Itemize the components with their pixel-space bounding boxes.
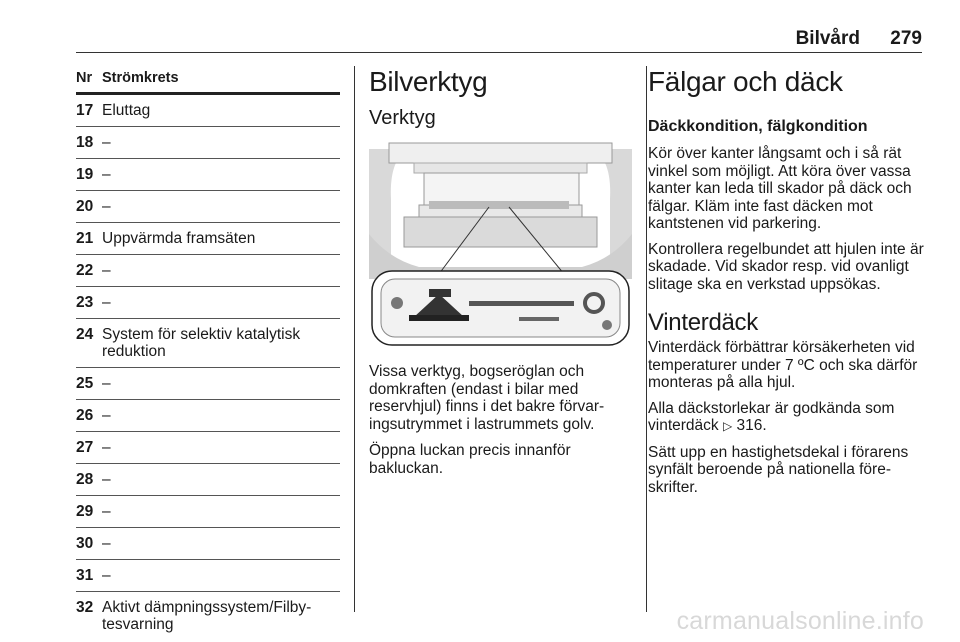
paragraph: Vinterdäck förbättrar körsäkerheten vid temperaturer under 7 ºC och ska därför monteras på alla hjul. (648, 339, 918, 391)
circuit-name: – (102, 294, 111, 311)
fuse-number: 22 (76, 262, 94, 279)
fuse-number: 29 (76, 503, 94, 520)
col-header-nr: Nr (76, 70, 93, 86)
fuse-table (76, 70, 340, 640)
page-reference[interactable]: 316. (736, 417, 767, 434)
fuse-number: 32 (76, 599, 94, 616)
table-row (76, 223, 340, 255)
section-title: Bilvård (795, 28, 860, 49)
circuit-name: Uppvärmda framsäten (102, 230, 256, 247)
page-header (76, 28, 922, 50)
table-row (76, 95, 340, 127)
circuit-name: Eluttag (102, 102, 151, 119)
bilverktyg-section (369, 66, 634, 130)
paragraph: Sätt upp en hastighetsdekal i förarens synfält beroende på nationella föreskrifter. (648, 443, 909, 496)
fuse-number: 19 (76, 166, 94, 183)
fuse-number: 31 (76, 567, 94, 584)
fuse-number: 28 (76, 471, 94, 488)
fuse-number: 30 (76, 535, 94, 552)
circuit-name: System för selektiv katalytisk reduktion (102, 326, 301, 360)
table-row (76, 432, 340, 464)
tool-storage-illustration (369, 139, 632, 349)
section-heading: Vinterdäck (648, 309, 758, 336)
circuit-name: – (102, 407, 111, 424)
fuse-number: 18 (76, 134, 94, 151)
bilverktyg-text (369, 363, 634, 477)
circuit-name: – (102, 134, 111, 151)
fuse-number: 20 (76, 198, 94, 215)
header-rule (76, 52, 922, 53)
falgar-section (648, 66, 930, 496)
table-row (76, 464, 340, 496)
table-row (76, 560, 340, 592)
paragraph-text: Alla däckstorlekar är godkända som vinterdäck (648, 399, 895, 434)
fuse-number: 21 (76, 230, 94, 247)
circuit-name: – (102, 166, 111, 183)
table-row (76, 287, 340, 319)
section-heading: Fälgar och däck (648, 66, 843, 97)
circuit-name: Aktivt dämpningssystem/Filbytesvarning (102, 599, 312, 633)
table-row (76, 319, 340, 368)
table-row (76, 127, 340, 159)
circuit-name: – (102, 471, 111, 488)
circuit-name: – (102, 198, 111, 215)
circuit-name: – (102, 262, 111, 279)
fuse-number: 25 (76, 375, 94, 392)
fuse-number: 24 (76, 326, 94, 343)
table-row (76, 400, 340, 432)
table-row (76, 496, 340, 528)
section-heading: Bilverktyg (369, 66, 488, 97)
table-row (76, 368, 340, 400)
page-reference-icon: ▷ (722, 419, 733, 433)
table-row (76, 528, 340, 560)
table-row (76, 159, 340, 191)
watermark: carmanualsonline.info (676, 607, 924, 635)
table-header (76, 70, 340, 95)
fuse-number: 17 (76, 102, 94, 119)
table-row (76, 255, 340, 287)
paragraph: Öppna luckan precis innanför bakluckan. (369, 442, 571, 477)
table-row (76, 191, 340, 223)
circuit-name: – (102, 439, 111, 456)
circuit-name: – (102, 535, 111, 552)
table-row (76, 592, 340, 640)
fuse-number: 27 (76, 439, 94, 456)
subsection-heading: Däckkondition, fälgkondition (648, 118, 868, 135)
column-divider (354, 66, 355, 612)
circuit-name: – (102, 375, 111, 392)
paragraph: Vissa verktyg, bogseröglan och domkraften (endast i bilar med reservhjul) finns i det bakre förvaringsutrymmet i lastrummets golv. (369, 363, 605, 433)
paragraph: Kontrollera regelbundet att hjulen inte är skadade. Vid skador resp. vid ovanligt slitage ska en verkstad uppsökas. (648, 240, 924, 293)
page-number: 279 (890, 28, 922, 49)
fuse-number: 26 (76, 407, 94, 424)
circuit-name: – (102, 567, 111, 584)
circuit-name: – (102, 503, 111, 520)
paragraph: Kör över kanter långsamt och i så rät vinkel som möjligt. Att köra över vassa kanter kan leda till skador på däck och fälgar. Kläm inte fast däcken mot kantstenen vid parkering. (648, 145, 912, 232)
column-divider (646, 66, 647, 612)
table-body (76, 95, 340, 640)
fuse-number: 23 (76, 294, 94, 311)
paragraph (648, 400, 930, 436)
col-header-circuit: Strömkrets (102, 70, 179, 86)
subsection-heading: Verktyg (369, 107, 436, 129)
